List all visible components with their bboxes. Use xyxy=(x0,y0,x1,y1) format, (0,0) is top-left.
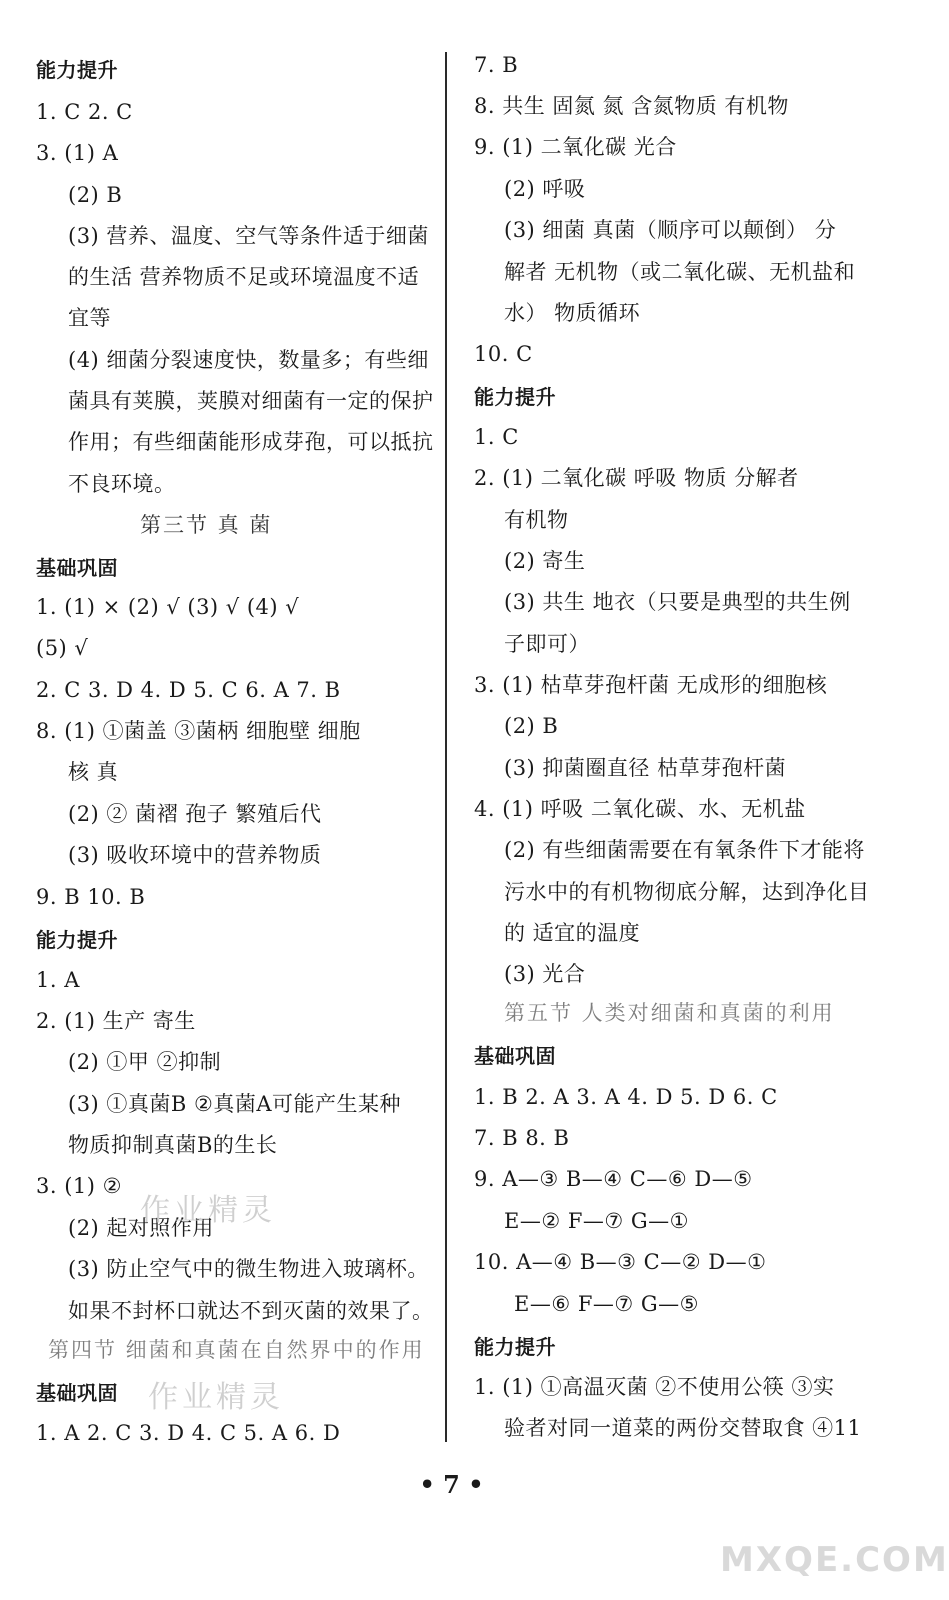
answer-line: (2) 起对照作用 xyxy=(68,1216,214,1240)
answer-line: 1. A xyxy=(36,968,80,992)
answer-line: (4) 细菌分裂速度快，数量多；有些细 xyxy=(68,348,429,372)
answer-line: 9. (1) 二氧化碳 光合 xyxy=(474,135,677,159)
answer-line: 10. C xyxy=(474,342,533,366)
answer-line: 1. (1) × (2) √ (3) √ (4) √ xyxy=(36,595,300,619)
section-heading: 能力提升 xyxy=(36,58,118,82)
answer-line: (3) 防止空气中的微生物进入玻璃杯。 xyxy=(68,1257,429,1281)
section-heading: 能力提升 xyxy=(36,928,118,952)
section-heading: 基础巩固 xyxy=(474,1044,556,1068)
section-heading: 能力提升 xyxy=(474,1335,556,1359)
answer-line: 10. A—④ B—③ C—② D—① xyxy=(474,1250,767,1274)
answer-line: 2. (1) 生产 寄生 xyxy=(36,1009,196,1033)
answer-line: 2. (1) 二氧化碳 呼吸 物质 分解者 xyxy=(474,466,799,490)
answer-line: 如果不封杯口就达不到灭菌的效果了。 xyxy=(68,1299,434,1323)
answer-line: (2) B xyxy=(504,714,559,738)
answer-line: (2) ①甲 ②抑制 xyxy=(68,1050,222,1074)
answer-line: 的 适宜的温度 xyxy=(504,921,641,945)
answer-line: 8. 共生 固氮 氮 含氮物质 有机物 xyxy=(474,94,789,118)
answer-line: 2. C 3. D 4. D 5. C 6. A 7. B xyxy=(36,678,341,702)
answer-line: (5) √ xyxy=(36,636,89,660)
answer-line: 9. A—③ B—④ C—⑥ D—⑤ xyxy=(474,1167,753,1191)
chapter-title: 第四节 细菌和真菌在自然界中的作用 xyxy=(48,1338,425,1362)
answer-line: 3. (1) A xyxy=(36,141,119,165)
answer-line: 核 真 xyxy=(68,760,119,784)
section-heading: 基础巩固 xyxy=(36,1381,118,1405)
answer-line: (2) 呼吸 xyxy=(504,177,586,201)
answer-line: 8. (1) ①菌盖 ③菌柄 细胞壁 细胞 xyxy=(36,719,361,743)
section-heading: 能力提升 xyxy=(474,385,556,409)
answer-line: 宜等 xyxy=(68,306,111,330)
answer-line: 1. C xyxy=(474,425,519,449)
answer-line: 有机物 xyxy=(504,508,569,532)
answer-line: 污水中的有机物彻底分解，达到净化目 xyxy=(504,880,870,904)
answer-line: (3) 细菌 真菌（顺序可以颠倒） 分 xyxy=(504,218,837,242)
answer-line: 作用；有些细菌能形成芽孢，可以抵抗 xyxy=(68,430,434,454)
answer-line: 1. B 2. A 3. A 4. D 5. D 6. C xyxy=(474,1085,778,1109)
answer-line: E—② F—⑦ G—① xyxy=(504,1209,690,1233)
answer-line: 1. C 2. C xyxy=(36,100,133,124)
answer-line: 7. B xyxy=(474,53,519,77)
answer-line: 1. (1) ①高温灭菌 ②不使用公筷 ③实 xyxy=(474,1375,835,1399)
answer-line: (3) 共生 地衣（只要是典型的共生例 xyxy=(504,590,851,614)
answer-line: 4. (1) 呼吸 二氧化碳、水、无机盐 xyxy=(474,797,806,821)
answer-line: 7. B 8. B xyxy=(474,1126,570,1150)
column-divider xyxy=(445,52,447,1442)
answer-line: (3) 营养、温度、空气等条件适于细菌 xyxy=(68,224,429,248)
answer-line: (2) 有些细菌需要在有氧条件下才能将 xyxy=(504,838,865,862)
answer-line: 1. A 2. C 3. D 4. C 5. A 6. D xyxy=(36,1421,341,1445)
answer-line: 子即可） xyxy=(504,632,590,656)
answer-line: (2) ② 菌褶 孢子 繁殖后代 xyxy=(68,802,322,826)
section-heading: 基础巩固 xyxy=(36,556,118,580)
chapter-title: 第三节 真 菌 xyxy=(140,513,273,537)
answer-line: (2) B xyxy=(68,183,123,207)
answer-line: (2) 寄生 xyxy=(504,549,586,573)
answer-line: (3) 抑菌圈直径 枯草芽孢杆菌 xyxy=(504,756,787,780)
chapter-title: 第五节 人类对细菌和真菌的利用 xyxy=(504,1001,835,1025)
answer-line: (3) 吸收环境中的营养物质 xyxy=(68,843,322,867)
answer-line: 的生活 营养物质不足或环境温度不适 xyxy=(68,265,420,289)
answer-line: 3. (1) 枯草芽孢杆菌 无成形的细胞核 xyxy=(474,673,828,697)
answer-line: E—⑥ F—⑦ G—⑤ xyxy=(514,1292,700,1316)
answer-line: 菌具有荚膜，荚膜对细菌有一定的保护 xyxy=(68,389,434,413)
answer-line: 9. B 10. B xyxy=(36,885,146,909)
answer-line: (3) 光合 xyxy=(504,962,586,986)
watermark-stamp: 作业精灵 xyxy=(140,1193,276,1228)
answer-line: 不良环境。 xyxy=(68,472,176,496)
answer-line: (3) ①真菌B ②真菌A可能产生某种 xyxy=(68,1092,402,1116)
site-watermark: MXQE.COM xyxy=(720,1540,949,1580)
watermark-stamp: 作业精灵 xyxy=(148,1380,284,1415)
answer-line: 解者 无机物（或二氧化碳、无机盐和 xyxy=(504,260,856,284)
answer-line: 验者对同一道菜的两份交替取食 ④11 xyxy=(504,1416,862,1440)
answer-line: 物质抑制真菌B的生长 xyxy=(68,1133,278,1157)
answer-line: 3. (1) ② xyxy=(36,1174,122,1198)
page-number: • 7 • xyxy=(419,1470,484,1499)
answer-line: 水） 物质循环 xyxy=(504,301,641,325)
